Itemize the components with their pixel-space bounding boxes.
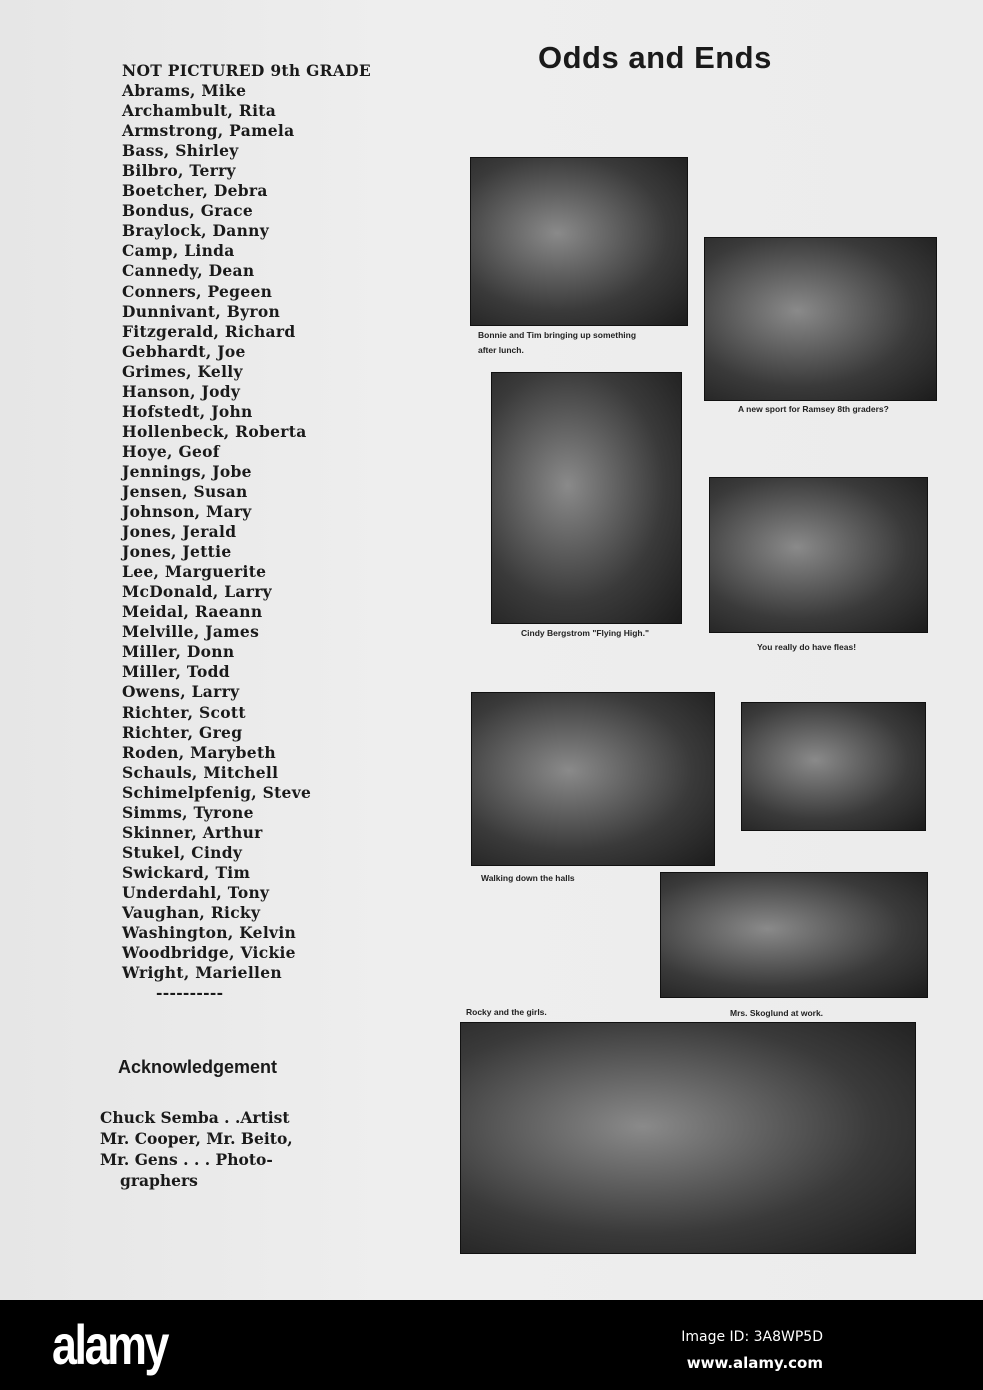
caption-skoglund: Mrs. Skoglund at work. (730, 1008, 824, 1018)
photo-skoglund-classroom (660, 872, 928, 998)
student-name: Hollenbeck, Roberta (122, 421, 307, 441)
student-name: Schauls, Mitchell (122, 762, 279, 782)
student-name: Bass, Shirley (122, 141, 239, 161)
photo-flying-high (491, 372, 682, 624)
list-divider: ---------- (156, 983, 224, 1003)
student-name: Richter, Scott (122, 702, 246, 722)
ack-line: graphers (120, 1171, 198, 1190)
student-name: Vaughan, Ricky (122, 902, 261, 922)
student-name: Swickard, Tim (122, 862, 251, 882)
student-name: Hofstedt, John (122, 401, 253, 421)
student-name: Meidal, Raeann (122, 602, 263, 622)
student-name: Stukel, Cindy (122, 842, 243, 862)
photo-hallway (471, 692, 715, 866)
student-name: Roden, Marybeth (122, 742, 276, 762)
student-name: Hanson, Jody (122, 381, 241, 401)
student-name: Johnson, Mary (122, 502, 252, 522)
image-id: Image ID: 3A8WP5D (681, 1329, 823, 1345)
image-info (681, 1324, 823, 1376)
student-name: Miller, Donn (122, 642, 235, 662)
student-name: Lee, Marguerite (122, 562, 267, 582)
caption-fleas: You really do have fleas! (757, 642, 857, 652)
student-name: Fitzgerald, Richard (122, 321, 296, 341)
student-name: Bondus, Grace (122, 201, 253, 221)
student-name: Jennings, Jobe (122, 461, 252, 481)
student-name: Armstrong, Pamela (122, 121, 295, 141)
student-name: Archambult, Rita (122, 101, 277, 121)
student-name: Miller, Todd (122, 662, 230, 682)
alamy-logo: alamy (52, 1313, 168, 1376)
student-name: Braylock, Danny (122, 221, 270, 241)
photo-rocky-classroom (741, 702, 926, 831)
student-name: Owens, Larry (122, 682, 240, 702)
caption-hallway: Walking down the halls (481, 873, 575, 883)
student-name: Dunnivant, Byron (122, 301, 281, 321)
caption-new-sport: A new sport for Ramsey 8th graders? (738, 404, 889, 414)
not-pictured-heading: NOT PICTURED 9th GRADE (122, 61, 372, 80)
student-name: Camp, Linda (122, 241, 235, 261)
caption-line: Bonnie and Tim bringing up something (478, 330, 637, 340)
student-name: Schimelpfenig, Steve (122, 782, 312, 802)
caption-bonnie-and-tim (478, 328, 636, 358)
student-name: Cannedy, Dean (122, 261, 255, 281)
student-name: Richter, Greg (122, 722, 243, 742)
acknowledgement-text (100, 1107, 293, 1191)
not-pictured-list (122, 61, 371, 1003)
student-name: Jones, Jerald (122, 522, 237, 542)
student-name: Conners, Pegeen (122, 281, 273, 301)
photo-fleas (709, 477, 928, 633)
student-name: McDonald, Larry (122, 582, 272, 602)
ack-line: Chuck Semba . .Artist (100, 1108, 290, 1127)
photo-group (460, 1022, 916, 1254)
acknowledgement-heading: Acknowledgement (118, 1057, 278, 1077)
page-title: Odds and Ends (538, 40, 772, 75)
student-name: Simms, Tyrone (122, 802, 254, 822)
student-name: Hoye, Geof (122, 441, 220, 461)
student-name: Jensen, Susan (122, 481, 248, 501)
student-name: Abrams, Mike (122, 81, 247, 101)
caption-flying-high: Cindy Bergstrom "Flying High." (521, 628, 650, 638)
student-name: Wright, Mariellen (122, 963, 282, 983)
ack-line: Mr. Gens . . . Photo- (100, 1150, 273, 1169)
caption-rocky: Rocky and the girls. (466, 1007, 547, 1017)
student-name: Grimes, Kelly (122, 361, 243, 381)
student-name: Bilbro, Terry (122, 161, 236, 181)
student-name: Skinner, Arthur (122, 822, 263, 842)
student-name: Jones, Jettie (122, 542, 232, 562)
student-name: Woodbridge, Vickie (122, 943, 296, 963)
photo-bonnie-and-tim (470, 157, 688, 326)
ack-line: Mr. Cooper, Mr. Beito, (100, 1129, 293, 1148)
student-name: Washington, Kelvin (122, 923, 297, 943)
site-url: www.alamy.com (686, 1354, 823, 1372)
student-name: Underdahl, Tony (122, 882, 270, 902)
watermark-footer (0, 1300, 983, 1390)
student-name: Melville, James (122, 622, 260, 642)
student-name: Boetcher, Debra (122, 181, 268, 201)
student-name: Gebhardt, Joe (122, 341, 246, 361)
caption-line: after lunch. (478, 345, 524, 355)
photo-new-sport (704, 237, 937, 401)
